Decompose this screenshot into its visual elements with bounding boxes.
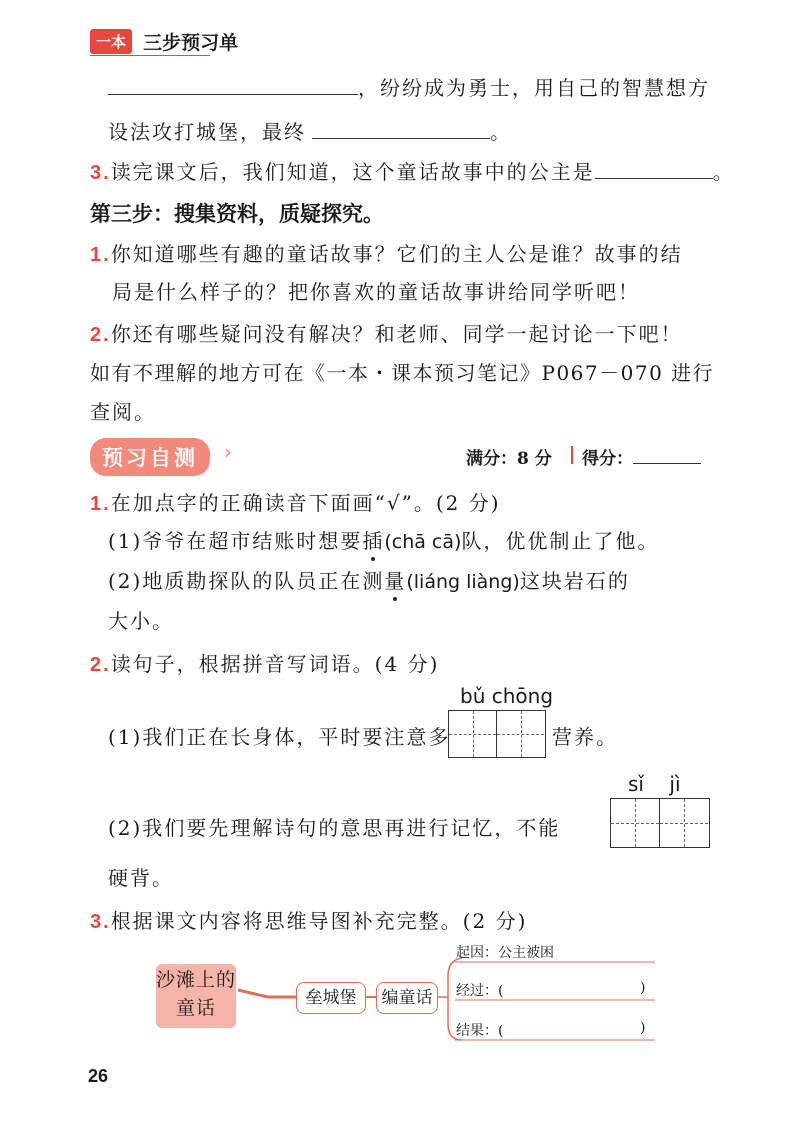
test-q2-s1-suffix: 营养。 (552, 725, 618, 749)
badge-label: 预习自测 (102, 447, 198, 470)
step3-q1-line2: 局是什么样子的？把你喜欢的童话故事讲给同学听吧！ (112, 280, 640, 304)
question-number: 2. (90, 654, 111, 676)
sentence-text: (2)地质勘探队的队员正在测 (108, 569, 385, 593)
mind-map-node-castle (296, 982, 366, 1014)
sentence-text: 队，优优制止了他。 (461, 529, 660, 553)
sentence-text: 这块岩石的 (519, 569, 630, 593)
brand-logo: 一本 (90, 29, 132, 54)
question-text: 在加点字的正确读音下面画“√”。(2 分) (110, 491, 501, 515)
question-text: 读完课文后，我们知道，这个童话故事中的公主是 (110, 160, 595, 184)
root-label: 沙滩上的童话 (156, 969, 237, 1019)
question-text: 你还有哪些疑问没有解决？和老师、同学一起讨论一下吧！ (110, 322, 683, 346)
node-label: 编童话 (381, 988, 433, 1008)
step3-title: 第三步：搜集资料，质疑探究。 (90, 203, 384, 226)
period: 。 (490, 120, 512, 144)
step2-line2-text: 设法攻打城堡，最终 (108, 120, 306, 144)
close-paren: ) (640, 980, 646, 996)
connector-root (238, 990, 296, 997)
process-blank[interactable] (520, 984, 638, 998)
sentence-text: (1)爷爷在超市结账时想要 (108, 529, 363, 553)
question-text: 读句子，根据拼音写词语。(4 分) (110, 652, 440, 676)
question-number: 3. (90, 911, 111, 933)
mind-map-result (456, 1020, 503, 1040)
result-label: 结果：( (456, 1023, 504, 1039)
mind-map-cause: 起因：公主被困 (456, 945, 554, 961)
pinyin-hint: bǔ chōng (460, 684, 554, 708)
page-number: 26 (88, 1066, 109, 1086)
test-q1-s2-line2: 大小。 (108, 609, 174, 633)
pinyin-options[interactable]: (liáng liàng) (406, 571, 520, 593)
question-text: 根据课文内容将思维导图补充完整。(2 分) (110, 909, 528, 933)
reference-note-line2: 查阅。 (90, 400, 156, 424)
test-q2-s2: (2)我们要先理解诗句的意思再进行记忆，不能 (108, 816, 561, 840)
mind-map-process (456, 980, 503, 1000)
badge-chevron-icon: › (224, 440, 232, 464)
close-paren: ) (640, 1020, 646, 1036)
question-number: 1. (90, 493, 111, 515)
mind-map-root (156, 964, 236, 1028)
question-number: 2. (90, 324, 111, 346)
question-text: 你知道哪些有趣的童话故事？它们的主人公是谁？故事的结 (110, 242, 683, 266)
result-blank[interactable] (520, 1024, 638, 1038)
question-number: 3. (90, 162, 111, 184)
dotted-char: 插 (362, 525, 384, 554)
step2-line1-text: ，纷纷成为勇士，用自己的智慧想方 (358, 76, 710, 100)
process-label: 经过：( (456, 983, 504, 999)
reference-note-line1: 如有不理解的地方可在《一本・课本预习笔记》P067－070 进行 (90, 361, 715, 385)
period: 。 (712, 160, 735, 184)
score-label: 得分： (582, 449, 633, 469)
test-q2-s1-prefix: (1)我们正在长身体，平时要注意多 (108, 725, 451, 749)
pinyin-hint: sǐ jì (628, 772, 681, 796)
pinyin-options[interactable]: (chā cā) (384, 531, 462, 553)
node-label: 垒城堡 (305, 988, 357, 1008)
question-number: 1. (90, 244, 111, 266)
mind-map-node-story (376, 982, 438, 1014)
dotted-char: 量 (384, 565, 406, 594)
full-score: 满分：8 分 (466, 449, 552, 469)
test-q2-s2-line2: 硬背。 (108, 866, 174, 890)
section-title: 三步预习单 (143, 33, 239, 54)
